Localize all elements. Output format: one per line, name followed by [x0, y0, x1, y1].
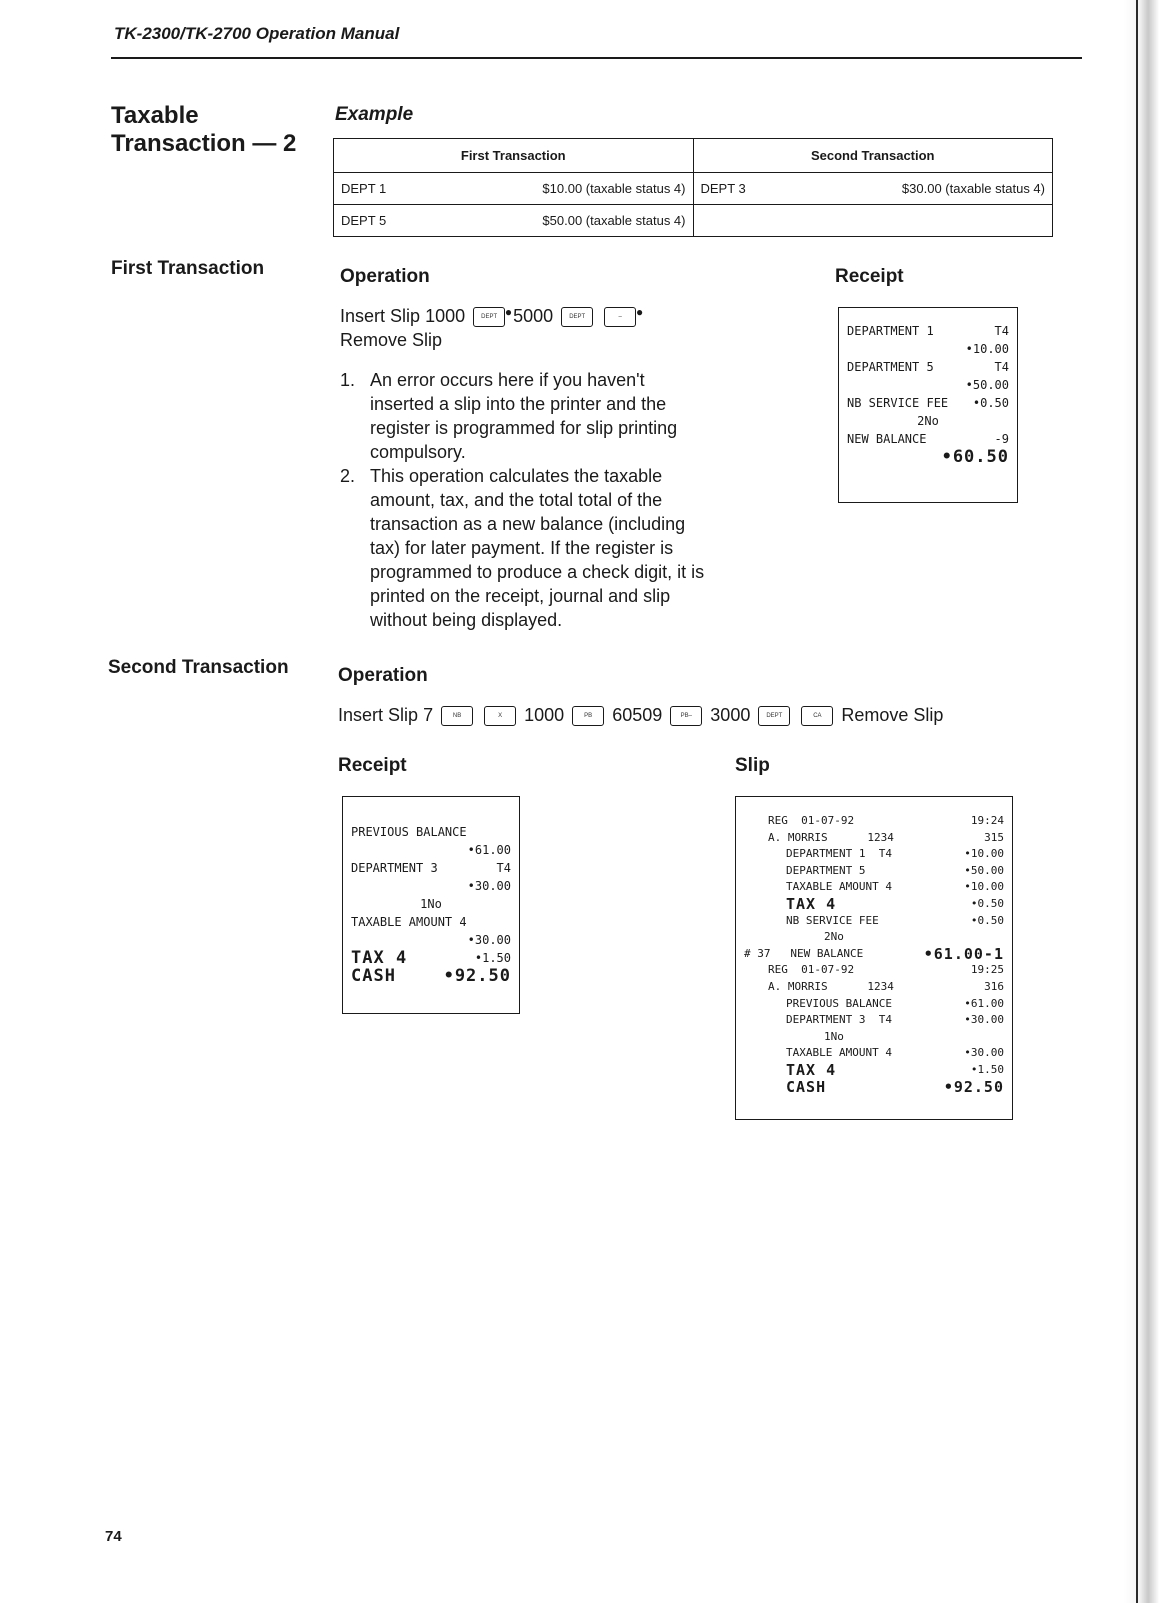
example-header-second: Second Transaction	[693, 139, 1053, 173]
note-text: An error occurs here if you haven't inserted a slip into the printer and the register is programmed for slip printing compulsory.	[370, 370, 678, 462]
header-rule	[111, 57, 1082, 59]
example-cell	[693, 173, 1053, 205]
op-insert-slip: Insert Slip	[340, 306, 421, 326]
slip-line: DEPARTMENT 3 T4 •30.00	[786, 1013, 1004, 1027]
pb-minus-key-icon: PB–	[670, 706, 702, 726]
note-item	[340, 464, 710, 632]
example-dept: DEPT 3	[700, 181, 746, 196]
op-amount: 5000	[513, 306, 554, 326]
first-receipt	[838, 307, 1018, 503]
receipt-amount: •30.00	[467, 879, 511, 893]
slip-line: 1No	[824, 1029, 844, 1043]
receipt-amount: •10.00	[965, 342, 1009, 356]
receipt-line: NB SERVICE FEE •0.50	[847, 396, 1009, 410]
example-table-row	[334, 205, 1053, 237]
slip-label: Slip	[735, 755, 770, 776]
op-number: 3000	[710, 705, 751, 725]
section-title-line2: Transaction — 2	[111, 130, 297, 157]
slip-line: # 37 NEW BALANCE •61.00-1	[744, 944, 1004, 963]
receipt-line: DEPARTMENT 5 T4	[847, 360, 1009, 374]
op-number: 7	[423, 705, 434, 725]
dept-5-key-icon: DEPT	[561, 307, 593, 327]
example-cell	[334, 205, 694, 237]
slip-line: NB SERVICE FEE •0.50	[786, 913, 1004, 927]
second-operation-sequence	[338, 703, 1038, 727]
dept-3-key-icon: DEPT	[758, 706, 790, 726]
slip-line: REG 01-07-92 19:24	[768, 814, 1004, 827]
op-number: 1000	[524, 705, 565, 725]
first-operation-label: Operation	[340, 266, 430, 287]
receipt-total: •60.50	[941, 447, 1009, 467]
receipt-line: DEPARTMENT 1 T4	[847, 324, 1009, 338]
example-table	[333, 138, 1053, 237]
first-transaction-heading: First Transaction	[111, 258, 265, 279]
example-amount: $10.00 (taxable status 4)	[542, 181, 686, 196]
slip-line: REG 01-07-92 19:25	[768, 963, 1004, 977]
example-table-header-row	[334, 139, 1053, 173]
receipt-count: 2No	[917, 414, 939, 428]
op-insert-slip: Insert Slip	[338, 705, 419, 725]
nb-pr-key-icon: NB	[441, 706, 473, 726]
slip-line: TAXABLE AMOUNT 4 •30.00	[786, 1046, 1004, 1060]
example-amount: $50.00 (taxable status 4)	[542, 213, 686, 228]
note-text: This operation calculates the taxable amount, tax, and the total total of the transaction as a new balance (including tax) for later payment. If the register is programmed to produce a check digit, it is printed on the receipt, journal and slip without being displayed.	[370, 466, 705, 630]
slip-line: A. MORRIS 1234 315	[768, 830, 1004, 844]
manual-header-title: TK-2300/TK-2700 Operation Manual	[114, 24, 400, 43]
dept-1-key-icon: DEPT ●	[473, 307, 505, 327]
slip-line: PREVIOUS BALANCE •61.00	[786, 996, 1004, 1010]
slip-line: TAXABLE AMOUNT 4 •10.00	[786, 880, 1004, 894]
op-remove-slip: Remove Slip	[340, 330, 443, 350]
slip-line: TAX 4 •0.50	[786, 894, 1004, 913]
receipt-line: NEW BALANCE -9	[847, 432, 1009, 446]
second-receipt	[342, 796, 520, 1014]
example-dept: DEPT 5	[341, 213, 387, 228]
slip-line: DEPARTMENT 1 T4 •10.00	[786, 847, 1004, 861]
page-binding-line	[1136, 0, 1138, 1603]
example-header-first: First Transaction	[334, 139, 694, 173]
receipt-count: 1No	[420, 897, 442, 911]
op-amount: 1000	[425, 306, 466, 326]
receipt-line: TAXABLE AMOUNT 4	[351, 915, 467, 929]
slip-line: A. MORRIS 1234 316	[768, 979, 1004, 993]
note-number: 1.	[340, 370, 356, 390]
slip-line: 2No	[824, 930, 844, 944]
receipt-total: CASH •92.50	[351, 966, 511, 986]
slip-line: DEPARTMENT 5 •50.00	[786, 863, 1004, 877]
slip-printout	[735, 796, 1013, 1120]
second-receipt-label: Receipt	[338, 755, 407, 776]
op-remove-slip: Remove Slip	[841, 705, 944, 725]
note-number: 2.	[340, 466, 356, 486]
minus-key-icon: – ●	[604, 307, 636, 327]
x-time-key-icon: X	[484, 706, 516, 726]
page-binding-edge	[1124, 0, 1168, 1603]
example-cell	[693, 205, 1053, 237]
example-cell	[334, 173, 694, 205]
receipt-amount: •50.00	[965, 378, 1009, 392]
ca-amt-tend-key-icon: CA	[801, 706, 833, 726]
op-number: 60509	[612, 705, 663, 725]
slip-line: TAX 4 •1.50	[786, 1060, 1004, 1079]
slip-total: CASH •92.50	[786, 1077, 1004, 1096]
first-notes	[340, 368, 710, 632]
note-item	[340, 368, 710, 464]
page-number: 74	[105, 1528, 122, 1545]
second-operation-label: Operation	[338, 665, 428, 686]
example-table-row	[334, 173, 1053, 205]
example-amount: $30.00 (taxable status 4)	[901, 181, 1045, 196]
example-dept: DEPT 1	[341, 181, 387, 196]
receipt-line: DEPARTMENT 3 T4	[351, 861, 511, 875]
receipt-amount: •61.00	[467, 843, 511, 857]
pb-key-icon: PB	[572, 706, 604, 726]
receipt-amount: •30.00	[467, 933, 511, 947]
section-title	[111, 102, 296, 158]
first-operation-sequence	[340, 304, 720, 352]
section-title-line1: Taxable	[111, 102, 199, 129]
example-label: Example	[335, 104, 414, 125]
receipt-line: PREVIOUS BALANCE	[351, 825, 467, 839]
first-receipt-label: Receipt	[835, 266, 904, 287]
second-transaction-heading: Second Transaction	[108, 657, 289, 678]
receipt-line: TAX 4 •1.50	[351, 948, 511, 968]
